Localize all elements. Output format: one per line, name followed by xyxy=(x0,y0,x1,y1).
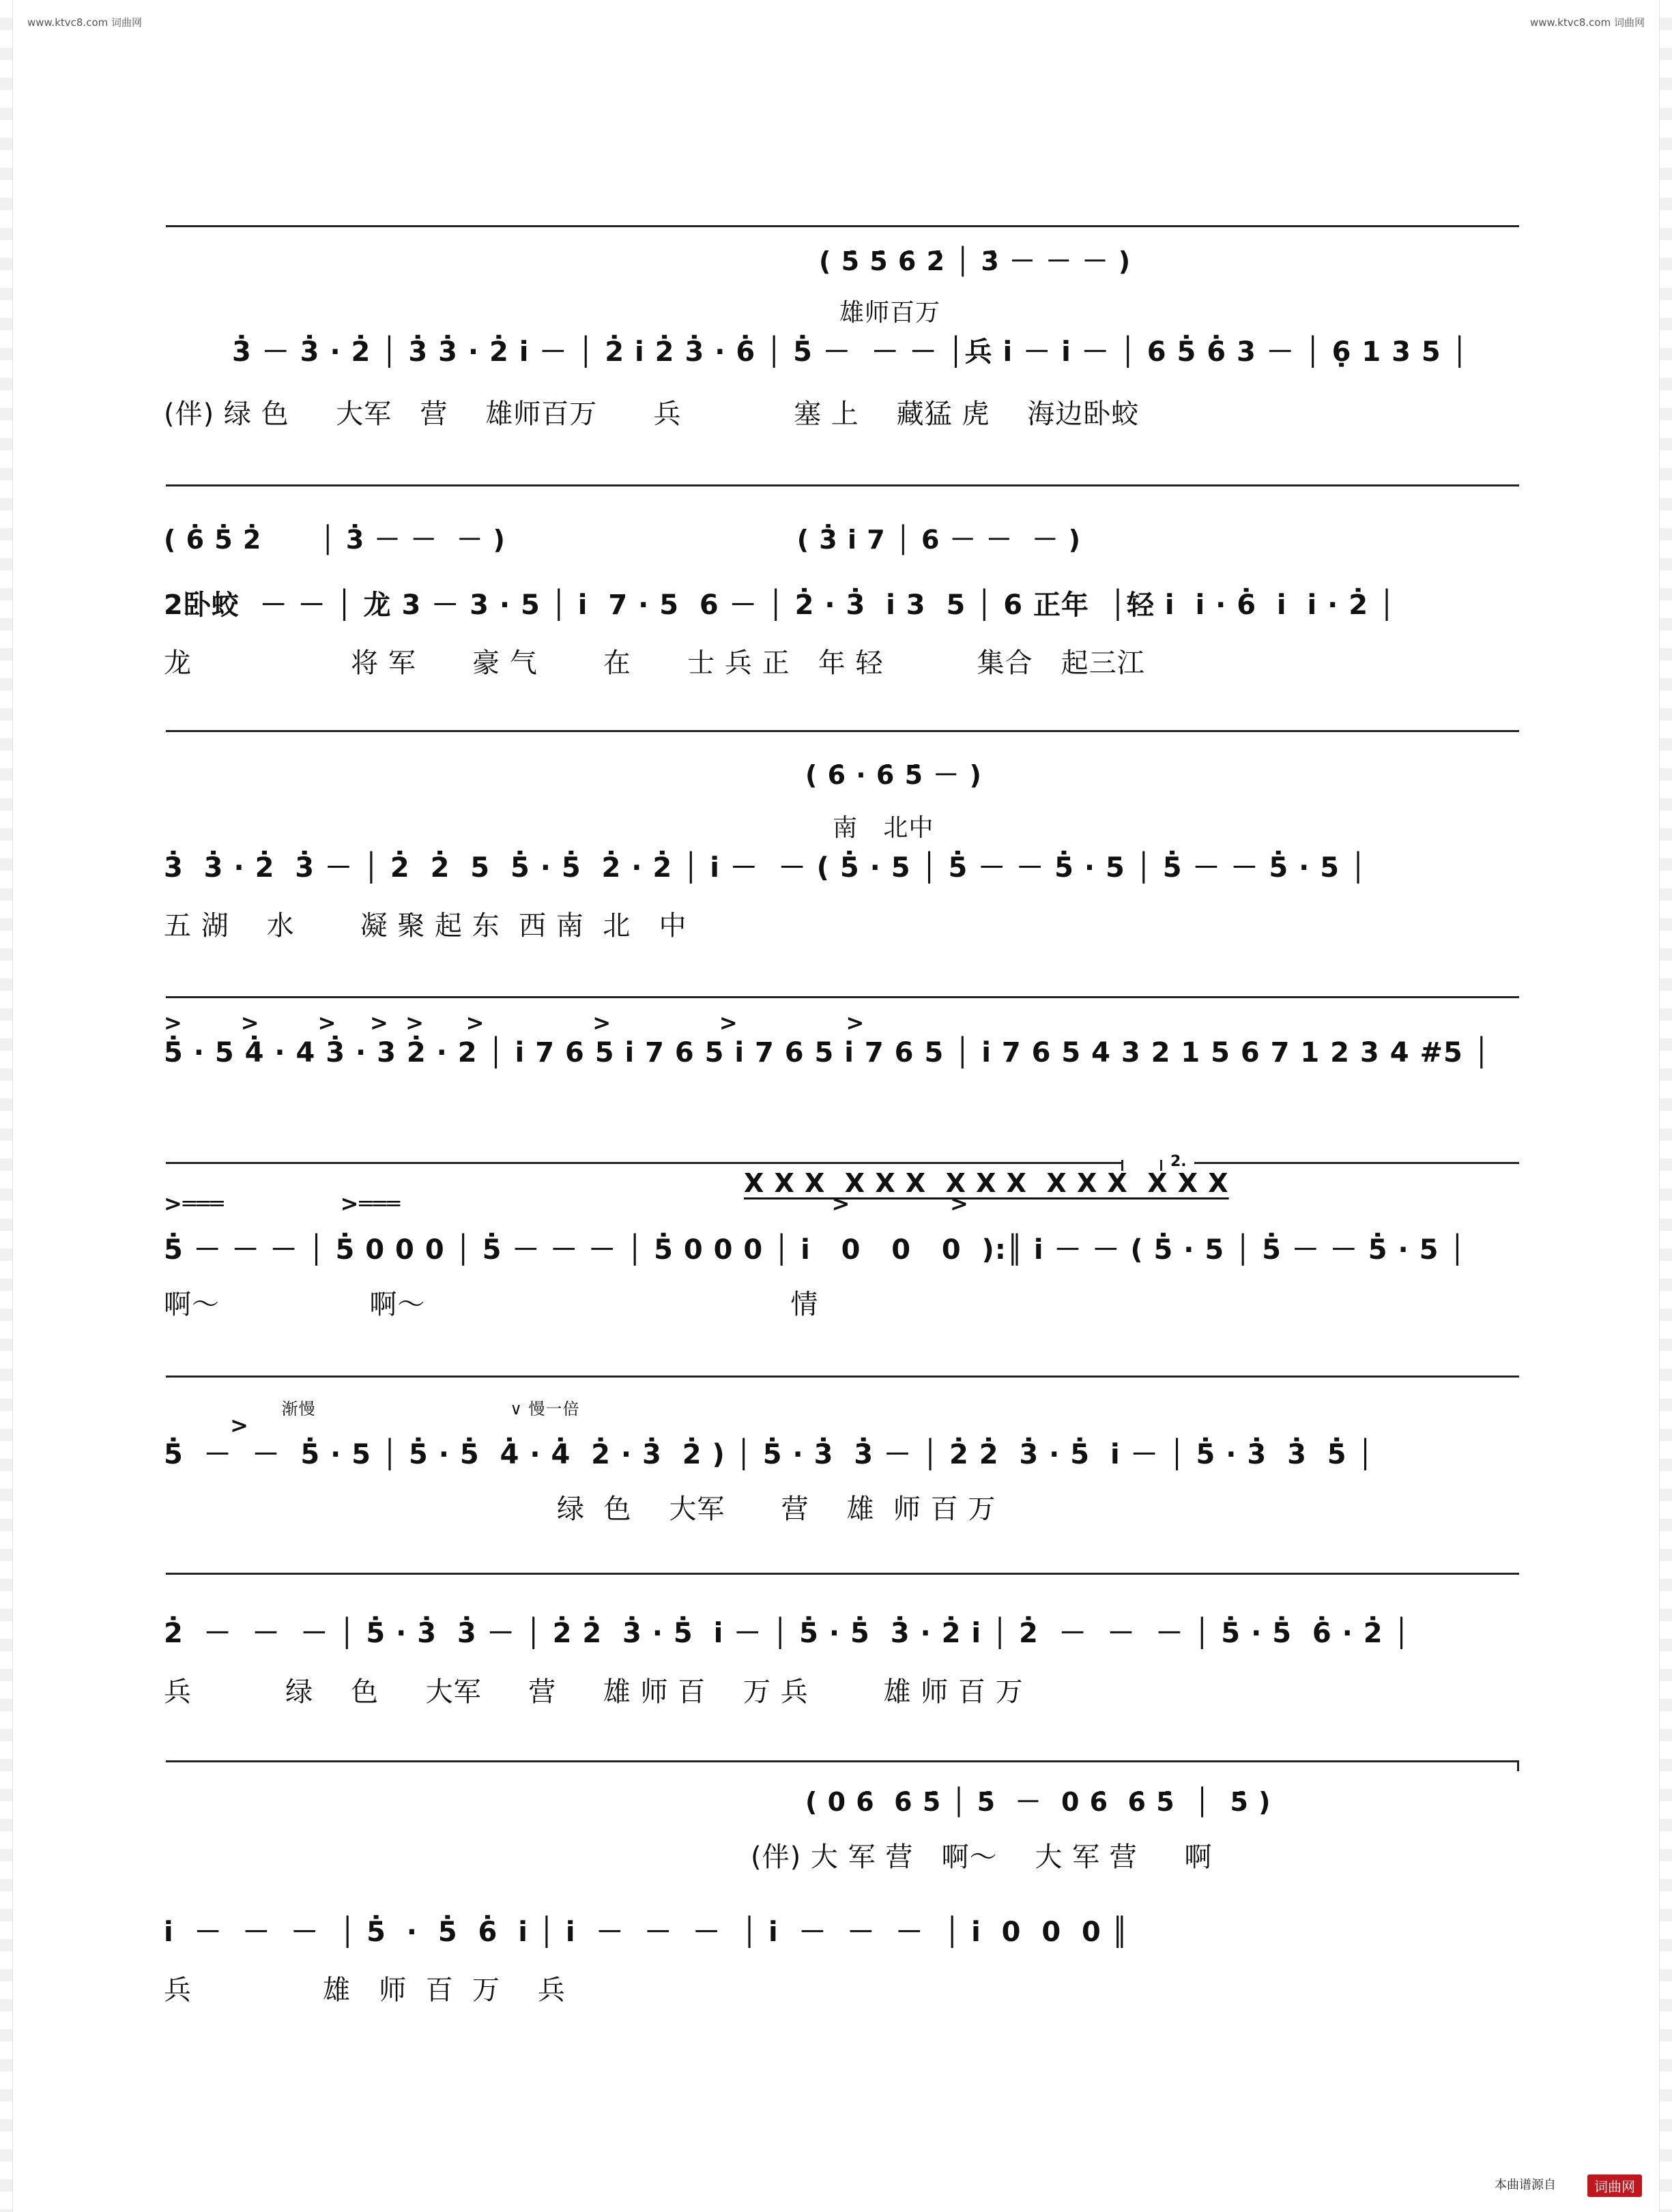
staff-rule xyxy=(1194,1162,1519,1164)
lyrics-line: 兵 绿 色 大军 营 雄 师 百 万 兵 雄 师 百 万 xyxy=(164,1676,1024,1708)
staff-rule xyxy=(166,484,1519,486)
footer-source-note: 本曲谱源自 xyxy=(1495,2178,1556,2192)
intro-notes: ( 6̇ · 6̇ 5̇ － ) xyxy=(805,760,982,790)
left-margin-strip xyxy=(0,0,13,2212)
staff-rule xyxy=(166,1573,1519,1575)
notation-line: i̇ － － － │ 5̇ · 5̇ 6̇ i̇ │ i̇ － － － │ i̇ － － － │ i̇ 0 0 0 ║ xyxy=(164,1917,1129,1948)
header-right-text: www.ktvc8.com 词曲网 xyxy=(1529,16,1645,29)
header-left-text: www.ktvc8.com 词曲网 xyxy=(27,16,143,29)
staff-rule xyxy=(166,1760,1519,1762)
notation-line: 3̇ 3̇ · 2̇ 3̇ － │ 2̇ 2̇ 5 5̇ · 5̇ 2̇ · 2̇ │ i̇ － － ( 5̇ · 5 │ 5̇ － － 5̇ · 5 │ 5̇ － － 5̇ · 5 │ xyxy=(164,852,1368,884)
upper-lyrics: 南 北中 xyxy=(833,814,934,842)
tempo-marks: 渐慢 ∨ 慢一倍 xyxy=(164,1399,580,1418)
staff-rule xyxy=(166,225,1519,227)
ending-label: 2. xyxy=(1170,1153,1187,1170)
rule-end-cap xyxy=(1517,1760,1519,1771)
upper-lyrics: (伴) 大 军 营 啊～ 大 军 营 啊 xyxy=(751,1842,1213,1873)
percussion-x-row: X X X X X X X X X X X X X X X xyxy=(744,1168,1229,1198)
intro-notes: ( 0 6̇ 6̇ 5̇ │ 5̇ － 0 6̇ 6̇ 5̇ │ 5̇ ) xyxy=(805,1787,1271,1817)
lyrics-line: 龙 将 军 豪 气 在 士 兵 正 年 轻 集合 起三江 xyxy=(164,647,1145,679)
lyrics-line: 五 湖 水 凝 聚 起 东 西 南 北 中 xyxy=(164,910,687,942)
notation-line: 2卧蛟 － － │ 龙 3 － 3 · 5 │ i̇ 7 · 5 6 － │ 2̇ · 3̇ i̇ 3 5 │ 6 正年 │轻 i̇ i̇ · 6̇ i̇ i̇ · 2̇ │ xyxy=(164,590,1396,621)
lyrics-line: 兵 雄 师 百 万 兵 xyxy=(164,1975,566,2006)
footer-logo: 词曲网 xyxy=(1587,2174,1642,2197)
lyrics-line: (伴) 绿 色 大军 营 雄师百万 兵 塞 上 藏猛 虎 海边卧蛟 xyxy=(164,398,1140,430)
staff-rule xyxy=(166,1162,1121,1164)
lyrics-line: 啊～ 啊～ 情 xyxy=(164,1289,819,1320)
accent-marks: > > > > > > > > > xyxy=(164,1010,865,1036)
lyrics-line: 绿 色 大军 营 雄 师 百 万 xyxy=(164,1494,996,1525)
notation-line: 5̇ － － 5̇ · 5 │ 5̇ · 5̇ 4̇ · 4̇ 2̇ · 3̇ 2̇ ) │ 5̇ · 3̇ 3̇ － │ 2̇ 2̇ 3̇ · 5̇ i̇ － │ 5̇ · 3̇ 3̇ 5̇ │ xyxy=(164,1439,1374,1470)
staff-rule xyxy=(166,1376,1519,1378)
accent-marks: >═══ >═══ > > xyxy=(164,1191,969,1217)
notation-line: 5̇ － － － │ 5̇ 0 0 0 │ 5̇ － － － │ 5̇ 0 0 0 │ i̇ 0 0 0 ):║ i̇ － － ( 5̇ · 5 │ 5̇ － － 5̇ · 5 │ xyxy=(164,1234,1467,1266)
notation-line: 5̇ · 5 4̇ · 4 3̇ · 3 2̇ · 2 │ i̇ 7 6 5 i̇ 7 6 5 i̇ 7 6 5 i̇ 7 6 5 │ i̇ 7 6 5 4 3 2 1 5 6 7 1 2 3 4 #5 │ xyxy=(164,1037,1490,1068)
intro-notes: ( 6̇ 5̇ 2̇ │ 3̇ － － － ) ( 3̇ i̇ 7 │ 6 － － － ) xyxy=(164,525,1081,555)
upper-lyrics: 雄师百万 xyxy=(839,299,941,327)
accent-marks: > xyxy=(164,1412,249,1438)
right-margin-strip xyxy=(1659,0,1672,2212)
notation-line: 3̇ － 3̇ · 2̇ │ 3̇ 3̇ · 2̇ i̇ － │ 2̇ i̇ 2̇ 3̇ · 6̇ │ 5̇ － － － │兵 i̇ － i̇ － │ 6 5̇ 6̇ 3 － │ 6̣ 1 3 5 │ xyxy=(232,336,1469,368)
intro-notes: ( 5̇ 5̇ 6̇ 2̇ │ 3̇ － － － ) xyxy=(819,246,1132,276)
staff-rule xyxy=(166,730,1519,732)
notation-line: 2̇ － － － │ 5̇ · 3̇ 3̇ － │ 2̇ 2̇ 3̇ · 5̇ i̇ － │ 5̇ · 5̇ 3̇ · 2̇ i̇ │ 2̇ － － － │ 5̇ · 5̇ 6̇ · 2̇ │ xyxy=(164,1618,1411,1649)
staff-rule xyxy=(166,996,1519,998)
